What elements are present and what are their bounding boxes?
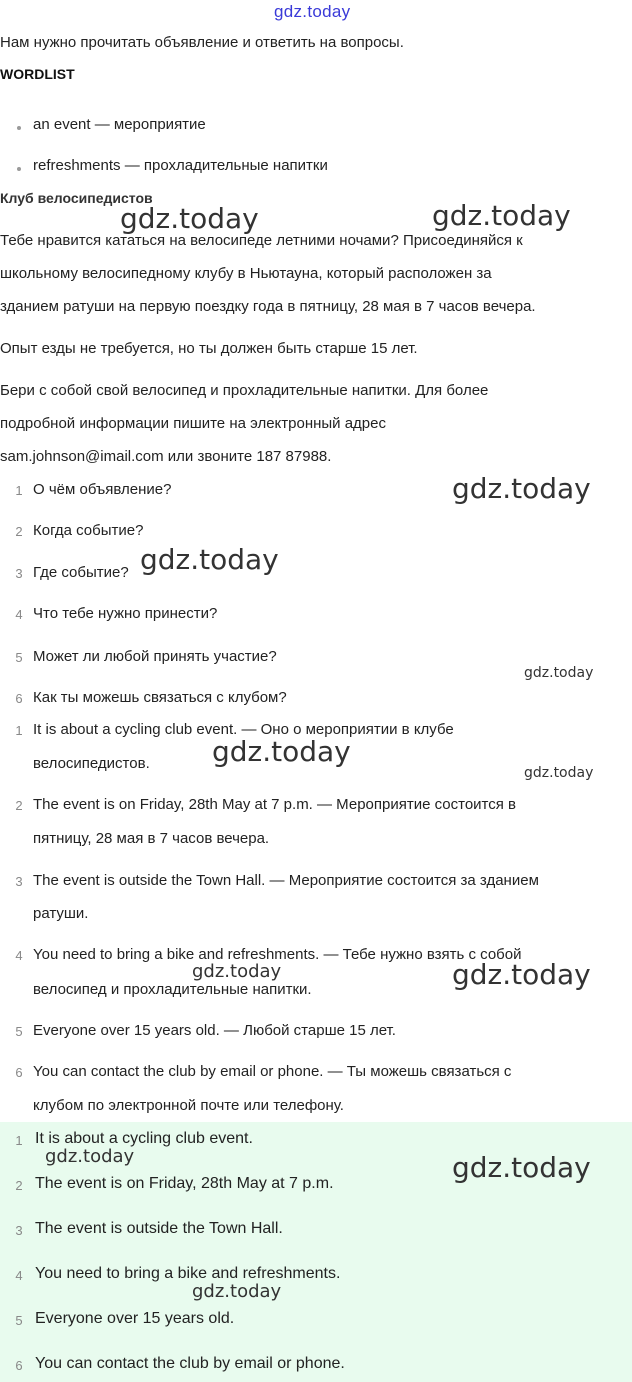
- translation-line: велосипед и прохладительные напитки.: [33, 981, 312, 998]
- translation-line: It is about a cycling club event. — Оно о мероприятии в клубе: [33, 721, 454, 738]
- answer-number: 3: [15, 1223, 23, 1238]
- question-number: 5: [15, 650, 23, 665]
- club-text-line: Опыт езды не требуется, но ты должен быть старше 15 лет.: [0, 340, 418, 357]
- question-text: Как ты можешь связаться с клубом?: [33, 689, 287, 706]
- watermark: gdz.today: [524, 765, 594, 781]
- watermark: gdz.today: [140, 543, 279, 576]
- translation-line: Everyone over 15 years old. — Любой старше 15 лет.: [33, 1022, 396, 1039]
- question-number: 2: [15, 524, 23, 539]
- club-title: Клуб велосипедистов: [0, 190, 153, 206]
- answer-text: You can contact the club by email or phone.: [35, 1355, 345, 1372]
- translation-line: The event is outside the Town Hall. — Мероприятие состоится за зданием: [33, 872, 539, 889]
- translation-number: 2: [15, 798, 23, 813]
- question-number: 1: [15, 483, 23, 498]
- club-text-line: зданием ратуши на первую поездку года в пятницу, 28 мая в 7 часов вечера.: [0, 298, 536, 315]
- answer-text: The event is outside the Town Hall.: [35, 1220, 283, 1237]
- watermark: gdz.today: [212, 735, 351, 768]
- translation-line: You can contact the club by email or phone. — Ты можешь связаться с: [33, 1063, 512, 1080]
- watermark: gdz.today: [432, 199, 571, 232]
- answer-number: 4: [15, 1268, 23, 1283]
- watermark: gdz.today: [192, 961, 282, 982]
- translation-number: 1: [15, 723, 23, 738]
- translation-line: велосипедистов.: [33, 755, 150, 772]
- watermark: gdz.today: [45, 1146, 135, 1167]
- question-text: Может ли любой принять участие?: [33, 648, 277, 665]
- answer-number: 6: [15, 1358, 23, 1373]
- question-text: О чём объявление?: [33, 481, 172, 498]
- watermark: gdz.today: [120, 202, 259, 235]
- club-text-line: Тебе нравится кататься на велосипеде летними ночами? Присоединяйся к: [0, 232, 523, 249]
- watermark: gdz.today: [452, 1151, 591, 1184]
- bullet-icon: [17, 167, 21, 171]
- translation-number: 4: [15, 948, 23, 963]
- club-text-line: Бери с собой свой велосипед и прохладительные напитки. Для более: [0, 382, 489, 399]
- top-watermark: gdz.today: [274, 2, 351, 21]
- wordlist-item: an event — мероприятие: [33, 116, 206, 133]
- club-text-line: подробной информации пишите на электронный адрес: [0, 415, 386, 432]
- watermark: gdz.today: [452, 472, 591, 505]
- intro-text: Нам нужно прочитать объявление и ответить на вопросы.: [0, 34, 404, 51]
- wordlist-item: refreshments — прохладительные напитки: [33, 157, 328, 174]
- bullet-icon: [17, 126, 21, 130]
- translation-number: 3: [15, 874, 23, 889]
- answer-number: 1: [15, 1133, 23, 1148]
- answer-text: Everyone over 15 years old.: [35, 1310, 235, 1327]
- translation-line: пятницу, 28 мая в 7 часов вечера.: [33, 830, 270, 847]
- translation-number: 6: [15, 1065, 23, 1080]
- question-text: Что тебе нужно принести?: [33, 605, 218, 622]
- translation-line: You need to bring a bike and refreshments. — Тебе нужно взять с собой: [33, 946, 522, 963]
- question-number: 3: [15, 566, 23, 581]
- question-number: 4: [15, 607, 23, 622]
- question-text: Где событие?: [33, 564, 129, 581]
- translation-line: The event is on Friday, 28th May at 7 p.m. — Мероприятие состоится в: [33, 796, 516, 813]
- club-text-line: школьному велосипедному клубу в Ньютауна, который расположен за: [0, 265, 492, 282]
- watermark: gdz.today: [192, 1281, 282, 1302]
- answer-number: 5: [15, 1313, 23, 1328]
- answer-text: The event is on Friday, 28th May at 7 p.m.: [35, 1175, 334, 1192]
- answer-text: It is about a cycling club event.: [35, 1130, 253, 1147]
- club-text-line: sam.johnson@imail.com или звоните 187 87988.: [0, 448, 332, 465]
- question-number: 6: [15, 691, 23, 706]
- answer-text: You need to bring a bike and refreshments.: [35, 1265, 341, 1282]
- translation-number: 5: [15, 1024, 23, 1039]
- watermark: gdz.today: [524, 665, 594, 681]
- watermark: gdz.today: [452, 958, 591, 991]
- answer-number: 2: [15, 1178, 23, 1193]
- wordlist-title: WORDLIST: [0, 66, 75, 82]
- question-text: Когда событие?: [33, 522, 144, 539]
- translation-line: клубом по электронной почте или телефону.: [33, 1097, 344, 1114]
- translation-line: ратуши.: [33, 905, 89, 922]
